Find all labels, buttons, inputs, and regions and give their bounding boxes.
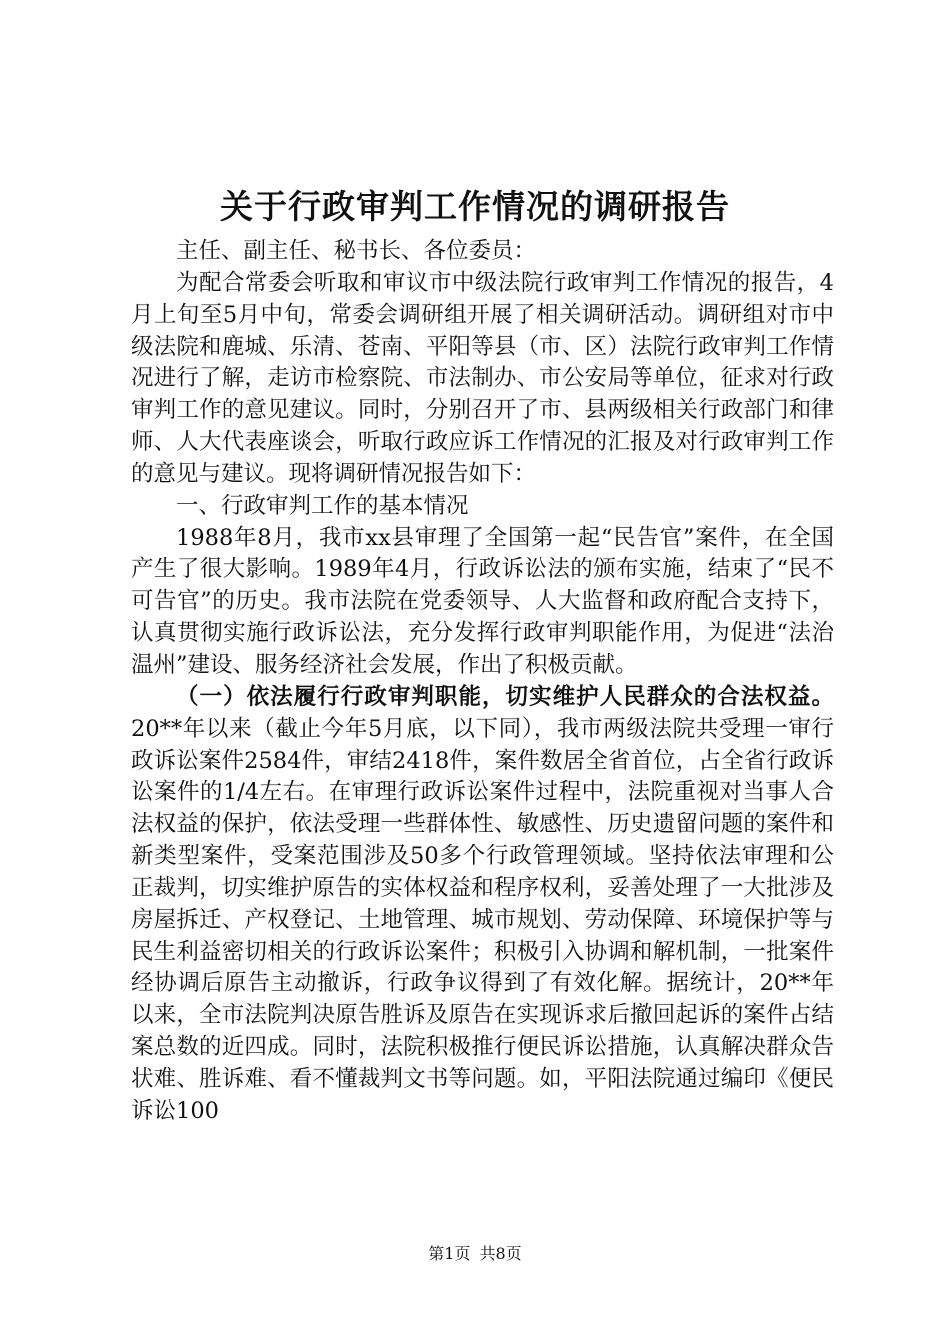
page-total: 共8页 [479, 1244, 522, 1263]
intro-paragraph: 为配合常委会听取和审议市中级法院行政审判工作情况的报告，4月上旬至5月中旬，常委会调研组开展了相关调研活动。调研组对市中级法院和鹿城、乐清、苍南、平阳等县（市、区）法院行政审判工作情况进行了解，走访市检察院、市法制办、市公安局等单位，征求对行政审判工作的意见建议。同时，分别召开了市、县两级相关行政部门和律师、人大代表座谈会，听取行政应诉工作情况的汇报及对行政审判工作的意见与建议。现将调研情况报告如下： [131, 269, 834, 487]
document-body [131, 236, 834, 1128]
page-number: 第1页 [428, 1244, 471, 1263]
subsection-text: 20**年以来（截止今年5月底，以下同），我市两级法院共受理一审行政诉讼案件2584件，审结2418件，案件数居全省首位，占全省行政诉讼案件的1/4左右。在审理行政诉讼案件过程中，法院重视对当事人合法权益的保护，依法受理一些群体性、敏感性、历史遗留问题的案件和新类型案件，受案范围涉及50多个行政管理领域。坚持依法审理和公正裁判，切实维护原告的实体权益和程序权利，妥善处理了一大批涉及房屋拆迁、产权登记、土地管理、城市规划、劳动保障、环境保护等与民生利益密切相关的行政诉讼案件；积极引入协调和解机制，一批案件经协调后原告主动撤诉，行政争议得到了有效化解。据统计，20**年以来，全市法院判决原告胜诉及原告在实现诉求后撤回起诉的案件占结案总数的近四成。同时，法院积极推行便民诉讼措施，认真解决群众告状难、胜诉难、看不懂裁判文书等问题。如，平阳法院通过编印《便民诉讼100 [131, 715, 834, 1124]
document-title: 关于行政审判工作情况的调研报告 [220, 187, 730, 226]
subsection-heading: （一）依法履行行政审判职能，切实维护人民群众的合法权益。 [176, 683, 834, 710]
subsection-paragraph [131, 682, 834, 1128]
section-heading: 一、行政审判工作的基本情况 [176, 492, 469, 519]
salutation: 主任、副主任、秘书长、各位委员： [176, 238, 537, 264]
page-footer [0, 1243, 950, 1265]
section-paragraph: 1988年8月，我市xx县审理了全国第一起“民告官”案件，在全国产生了很大影响。1989年4月，行政诉讼法的颁布实施，结束了“民不可告官”的历史。我市法院在党委领导、人大监督和政府配合支持下，认真贯彻实施行政诉讼法，充分发挥行政审判职能作用，为促进“法治温州”建设、服务经济社会发展，作出了积极贡献。 [131, 524, 834, 678]
